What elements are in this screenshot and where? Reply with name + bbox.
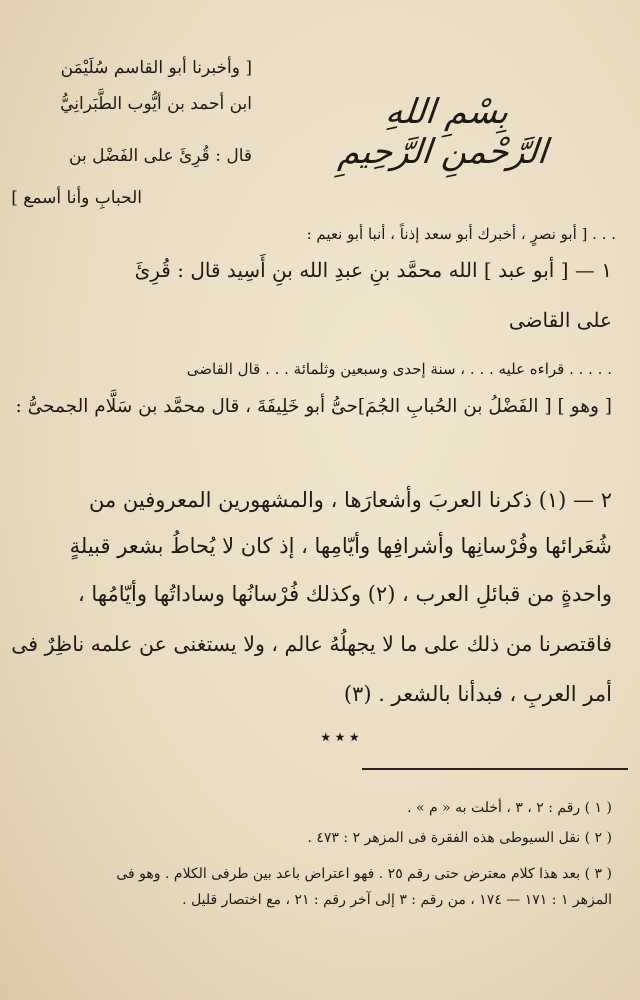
footnote: ( ٢ ) نقل السيوطى هذه الفقرة فى المزهر ٢ : ٤٧٣ . <box>307 830 612 846</box>
footnote: ( ١ ) رقم : ٢ ، ٣ ، أخلت به « م » . <box>407 800 612 816</box>
footnote-rule <box>362 768 628 770</box>
footnote: ( ٣ ) بعد هذا كلام معترض حتى رقم ٢٥ . فهو اعتراض باعد بين طرفى الكلام . وهو فى <box>116 866 612 882</box>
basmala-heading: بِسْمِ اللهِ الرَّحْمنِ الرَّحِيمِ <box>336 92 550 172</box>
side-note-line: الحبابِ وأنا أسمع ] <box>11 188 142 208</box>
isnad-line: . . . [ أبو نصرٍ ، أخبرك أبو سعد إذناً ، أنبا أبو نعيم : <box>306 225 616 243</box>
side-note-line: ابن أحمد بن أيُّوب الطَّبَرانِيُّ <box>60 94 252 114</box>
body-line: شُعَرائها وفُرْسانِها وأشرافِها وأيّامِها ، إذ كان لا يُحاطُ بشعر قبيلةٍ <box>69 534 612 558</box>
isnad-line: . . . . . قراءه عليه . . . ، سنة إحدى وسبعين وثلمائة . . . قال القاضى <box>186 360 612 378</box>
heading-line: ١ — [ أبو عبد ] الله محمَّد بنِ عبدِ الله بنِ أَسِيد قال : قُرِئَ <box>134 258 612 282</box>
body-line: فاقتصرنا من ذلك على ما لا يجهلُهُ عالم ، ولا يستغنى عن علمه ناظِرٌ فى <box>11 632 612 656</box>
body-line: واحدةٍ من قبائلِ العرب ، (٢) وكذلك فُرْسانُها وساداتُها وأيّامُها ، <box>77 582 612 606</box>
heading-line: [ وهو ] [ الفَضْلُ بن الحُبابِ الجُمَ]حىُّ أبو خَلِيفَةَ ، قال محمَّد بن سَلَّام الجمحىُّ : <box>15 396 612 417</box>
side-note-line: قال : قُرِئَ على الفَضْل بن <box>69 146 252 166</box>
body-line: ٢ — (١) ذكرنا العربَ وأشعارَها ، والمشهورين المعروفين من <box>89 488 612 512</box>
heading-line: على القاضى <box>508 308 612 332</box>
body-line: أمر العربِ ، فبدأنا بالشعر . (٣) <box>343 682 612 706</box>
footnote: المزهر ١ : ١٧١ — ١٧٤ ، من رقم : ٣ إلى آخر رقم : ٢١ ، مع اختصار قليل . <box>182 892 612 908</box>
side-note-line: [ وأخبرنا أبو القاسم سُلَيْمَن <box>60 58 252 78</box>
section-separator: ٭ ٭ ٭ <box>321 727 359 746</box>
